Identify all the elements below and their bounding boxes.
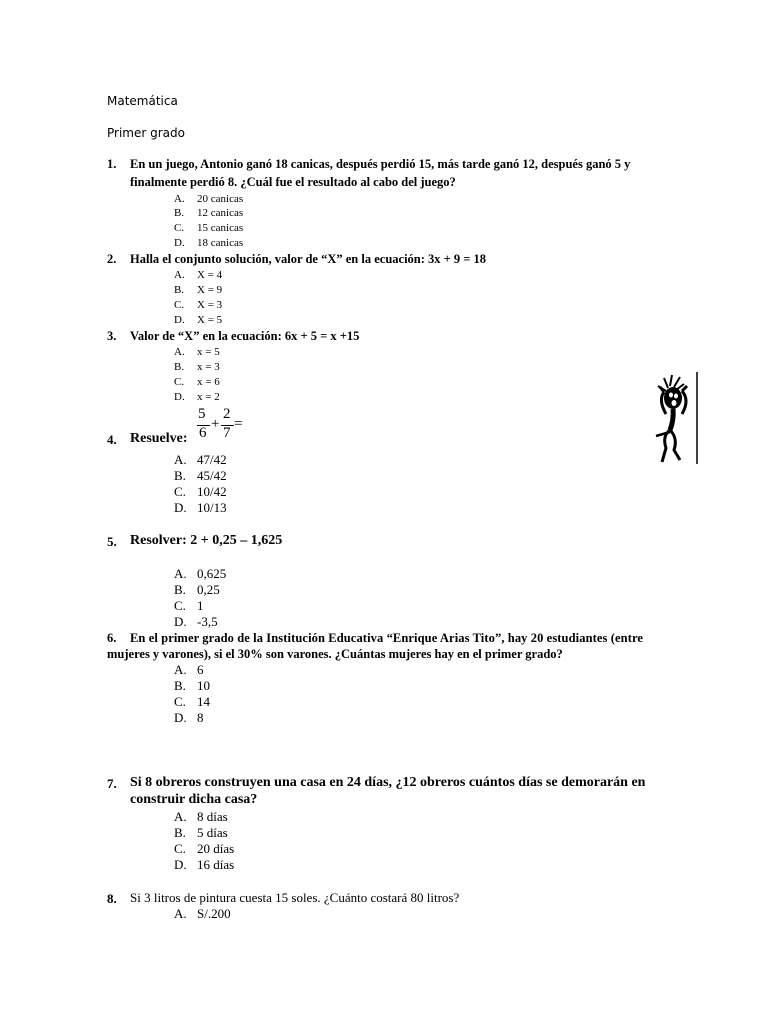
fraction-denominator: 7: [223, 425, 231, 441]
grade-title: Primer grado: [107, 126, 185, 140]
option-letter: B.: [174, 361, 185, 373]
option-letter: A.: [174, 662, 187, 677]
option-text: 8 días: [197, 809, 228, 824]
option-letter: D.: [174, 857, 187, 872]
option-text: 0,625: [197, 566, 227, 581]
option-letter: B.: [174, 582, 186, 597]
plus-sign: +: [211, 416, 220, 432]
question-number: 7.: [107, 776, 117, 791]
question-number: 5.: [107, 534, 117, 549]
option-text: 5 días: [197, 825, 228, 840]
answer-option: [174, 582, 220, 598]
option-letter: A.: [174, 452, 187, 467]
stressed-figure-icon: [640, 370, 702, 466]
question-number: 3.: [107, 329, 117, 343]
answer-option: [174, 857, 234, 873]
question-text: En el primer grado de la Institución Educativa “Enrique Arias Tito”, hay 20 estudiantes (entre: [130, 631, 644, 645]
option-text: x = 6: [197, 376, 220, 388]
option-text: X = 3: [197, 299, 223, 311]
question-text: En un juego, Antonio ganó 18 canicas, después perdió 15, más tarde ganó 12, después ganó 5 y: [130, 157, 631, 171]
fraction-denominator: 6: [199, 425, 207, 441]
question-text: Resolver: 2 + 0,25 – 1,625: [130, 533, 283, 548]
answer-option: [174, 468, 227, 484]
option-text: 16 días: [197, 857, 235, 872]
answer-option: [174, 598, 204, 614]
option-letter: D.: [174, 614, 187, 629]
option-text: -3,5: [197, 614, 218, 629]
answer-option: [174, 391, 220, 403]
fraction-numerator: 5: [198, 406, 206, 422]
question-number: 4.: [107, 432, 117, 447]
answer-option: [174, 346, 220, 358]
question-text: construir dicha casa?: [130, 792, 258, 807]
question-number: 8.: [107, 891, 117, 906]
answer-option: [174, 662, 204, 678]
answer-option: [174, 500, 227, 516]
fraction-numerator: 2: [223, 406, 231, 422]
option-letter: B.: [174, 284, 185, 296]
question-text: Valor de “X” en la ecuación: 6x + 5 = x +15: [130, 329, 360, 343]
option-text: 45/42: [197, 468, 227, 483]
option-letter: A.: [174, 906, 187, 921]
equals-sign: =: [234, 416, 243, 432]
option-text: 14: [197, 694, 210, 709]
option-letter: C.: [174, 299, 185, 311]
option-letter: C.: [174, 694, 186, 709]
answer-option: [174, 809, 228, 825]
option-letter: D.: [174, 500, 187, 515]
option-text: 15 canicas: [197, 222, 244, 234]
answer-option: [174, 614, 218, 630]
option-letter: D.: [174, 314, 185, 326]
question-text: mujeres y varones), si el 30% son varones. ¿Cuántas mujeres hay en el primer grado?: [107, 647, 563, 661]
option-text: 10/42: [197, 484, 227, 499]
option-text: 10/13: [197, 500, 227, 515]
answer-option: [174, 694, 210, 710]
question-text: Resuelve:: [130, 431, 188, 446]
answer-option: [174, 710, 204, 726]
option-text: x = 2: [197, 391, 220, 403]
option-letter: D.: [174, 391, 185, 403]
answer-option: [174, 361, 220, 373]
option-text: 8: [197, 710, 204, 725]
question-text: finalmente perdió 8. ¿Cuál fue el resultado al cabo del juego?: [130, 175, 456, 189]
option-letter: C.: [174, 376, 185, 388]
answer-option: [174, 825, 228, 841]
option-text: 18 canicas: [197, 237, 244, 249]
option-letter: C.: [174, 598, 186, 613]
option-letter: B.: [174, 207, 185, 219]
option-letter: A.: [174, 346, 185, 358]
option-text: X = 5: [197, 314, 223, 326]
answer-option: [174, 452, 227, 468]
option-text: S/.200: [197, 906, 231, 921]
option-letter: A.: [174, 193, 185, 205]
option-text: X = 9: [197, 284, 223, 296]
option-text: 20 canicas: [197, 193, 244, 205]
option-text: 47/42: [197, 452, 227, 467]
answer-option: [174, 566, 226, 582]
question-text: Halla el conjunto solución, valor de “X” en la ecuación: 3x + 9 = 18: [130, 252, 487, 266]
answer-option: [174, 222, 243, 234]
question-number: 6.: [107, 631, 117, 645]
subject-title: Matemática: [107, 94, 178, 108]
answer-option: [174, 269, 222, 281]
option-letter: C.: [174, 841, 186, 856]
question-number: 2.: [107, 252, 117, 266]
option-text: 10: [197, 678, 210, 693]
answer-option: [174, 237, 243, 249]
option-letter: C.: [174, 484, 186, 499]
answer-option: [174, 841, 234, 857]
question-number: 1.: [107, 157, 117, 171]
option-letter: B.: [174, 468, 186, 483]
option-text: 6: [197, 662, 204, 677]
option-letter: B.: [174, 825, 186, 840]
answer-option: [174, 678, 210, 694]
option-letter: B.: [174, 678, 186, 693]
option-text: 1: [197, 598, 204, 613]
answer-option: [174, 314, 222, 326]
option-text: X = 4: [197, 269, 223, 281]
answer-option: [174, 299, 222, 311]
question-text: Si 3 litros de pintura cuesta 15 soles. ¿Cuánto costará 80 litros?: [130, 890, 460, 905]
option-text: 0,25: [197, 582, 220, 597]
answer-option: [174, 207, 243, 219]
option-letter: A.: [174, 269, 185, 281]
answer-option: [174, 906, 231, 922]
option-text: x = 5: [197, 346, 220, 358]
option-letter: A.: [174, 809, 187, 824]
option-letter: C.: [174, 222, 185, 234]
answer-option: [174, 193, 243, 205]
option-letter: D.: [174, 710, 187, 725]
option-letter: A.: [174, 566, 187, 581]
answer-option: [174, 484, 227, 500]
answer-option: [174, 376, 220, 388]
question-text: Si 8 obreros construyen una casa en 24 días, ¿12 obreros cuántos días se demorarán en: [130, 775, 646, 790]
option-text: x = 3: [197, 361, 220, 373]
option-letter: D.: [174, 237, 185, 249]
answer-option: [174, 284, 222, 296]
option-text: 12 canicas: [197, 207, 244, 219]
option-text: 20 días: [197, 841, 235, 856]
